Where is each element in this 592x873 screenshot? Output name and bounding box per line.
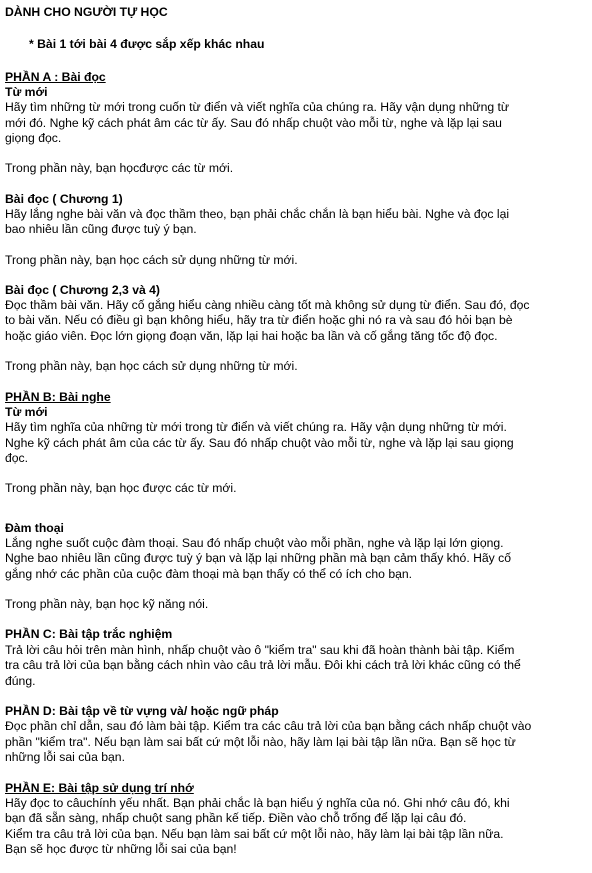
- paragraph-line: bạn đã sẵn sàng, nhấp chuột sang phần kế tiếp. Điền vào chỗ trống để lặp lại câu đó.: [5, 811, 467, 826]
- paragraph-line: giọng đọc.: [5, 131, 62, 146]
- paragraph-line: phần "kiểm tra". Nếu bạn làm sai bất cứ một lỗi nào, hãy làm lại bài tập lần nữa. Bạn sẽ học từ: [5, 734, 516, 749]
- part-d-heading: PHẦN D: Bài tập về từ vựng và/ hoặc ngữ pháp: [5, 703, 279, 718]
- paragraph-line: to bài văn. Nếu có điều gì bạn không hiểu, hãy tra từ điển hoặc ghi nó ra và sau đó hỏi bạn bè: [5, 313, 513, 328]
- part-b-dialogue-heading: Đàm thoại: [5, 520, 64, 535]
- paragraph-line: Hãy tìm nghĩa của những từ mới trong từ điển và viết chúng ra. Hãy vận dụng những từ mới.: [5, 420, 507, 435]
- paragraph-line: đọc.: [5, 450, 29, 465]
- section-summary: Trong phần này, bạn học cách sử dụng những từ mới.: [5, 359, 298, 374]
- paragraph-line: hoặc giáo viên. Đọc lớn giọng đoạn văn, lặp lại hai hoặc ba lần và cố gắng tăng tốc độ đọc.: [5, 328, 498, 343]
- part-a-new-words-heading: Từ mới: [5, 85, 48, 100]
- part-a-reading-ch234-heading: Bài đọc ( Chương 2,3 và 4): [5, 283, 160, 298]
- paragraph-line: Hãy đọc to câuchính yếu nhất. Bạn phải chắc là bạn hiểu ý nghĩa của nó. Ghi nhớ câu đó, khi: [5, 796, 510, 810]
- paragraph-line: đúng.: [5, 673, 36, 688]
- paragraph-line: Đọc thầm bài văn. Hãy cố gắng hiểu càng nhiều càng tốt mà không sử dụng từ điển. Sau đó, đọc: [5, 298, 530, 313]
- part-e-heading: PHẦN E: Bài tập sử dụng trí nhớ: [5, 780, 194, 795]
- paragraph-line: gắng nhớ các phần của cuộc đàm thoại mà bạn thấy có thể có ích cho bạn.: [5, 566, 413, 581]
- paragraph-line: Bạn sẽ học được từ những lỗi sai của bạn!: [5, 842, 237, 857]
- paragraph-line: Hãy lắng nghe bài văn và đọc thầm theo, bạn phải chắc chắn là bạn hiểu bài. Nghe và đọc lại: [5, 206, 510, 221]
- paragraph-line: Đọc phần chỉ dẫn, sau đó làm bài tập. Kiểm tra các câu trả lời của bạn bằng cách nhấp chuột vào: [5, 719, 532, 734]
- part-c-heading: PHẦN C: Bài tập trắc nghiệm: [5, 627, 173, 642]
- section-summary: Trong phần này, bạn học được các từ mới.: [5, 481, 237, 496]
- paragraph-line: Kiểm tra câu trả lời của bạn. Nếu bạn làm sai bất cứ một lỗi nào, hãy làm lại bài tập lần nữa.: [5, 826, 504, 841]
- section-summary: Trong phần này, bạn họcđược các từ mới.: [5, 161, 234, 176]
- part-b-heading: PHẦN B: Bài nghe: [5, 389, 111, 404]
- paragraph-line: Hãy tìm những từ mới trong cuốn từ điển và viết nghĩa của chúng ra. Hãy vận dụng những từ: [5, 100, 510, 115]
- paragraph-line: Nghe kỹ cách phát âm của các từ ấy. Sau đó nhấp chuột vào mỗi từ, nghe và lặp lại sau giọng: [5, 435, 514, 450]
- document: [5, 4, 589, 858]
- part-b-new-words-heading: Từ mới: [5, 405, 48, 420]
- paragraph-line: Lắng nghe suốt cuộc đàm thoại. Sau đó nhấp chuột vào mỗi phần, nghe và lặp lại lớn giọng.: [5, 535, 504, 550]
- paragraph-line: tra câu trả lời của bạn bằng cách nhìn vào câu trả lời mẫu. Đôi khi cách trả lời khác cũng có thể: [5, 658, 521, 673]
- document-note: * Bài 1 tới bài 4 được sắp xếp khác nhau: [29, 37, 265, 52]
- section-summary: Trong phần này, bạn học cách sử dụng những từ mới.: [5, 252, 298, 267]
- part-a-heading: PHẦN A : Bài đọc: [5, 69, 106, 84]
- paragraph-line: những lỗi sai của bạn.: [5, 750, 125, 765]
- paragraph-line: Nghe bao nhiêu lần cũng được tuỳ ý bạn và lặp lại những phần mà bạn cảm thấy khó. Hãy cố: [5, 551, 512, 566]
- paragraph-line: mới đó. Nghe kỹ cách phát âm các từ ấy. Sau đó nhấp chuột vào mỗi từ, nghe và lặp lại sau: [5, 115, 502, 130]
- part-a-reading-ch1-heading: Bài đọc ( Chương 1): [5, 191, 123, 206]
- paragraph-line: bao nhiêu lần cũng được tuỳ ý bạn.: [5, 222, 197, 237]
- paragraph-line: Trả lời câu hỏi trên màn hình, nhấp chuột vào ô "kiểm tra" sau khi đã hoàn thành bài tập. Kiểm: [5, 642, 515, 657]
- document-title: DÀNH CHO NGƯỜI TỰ HỌC: [5, 5, 168, 19]
- section-summary: Trong phần này, bạn học kỹ năng nói.: [5, 596, 209, 611]
